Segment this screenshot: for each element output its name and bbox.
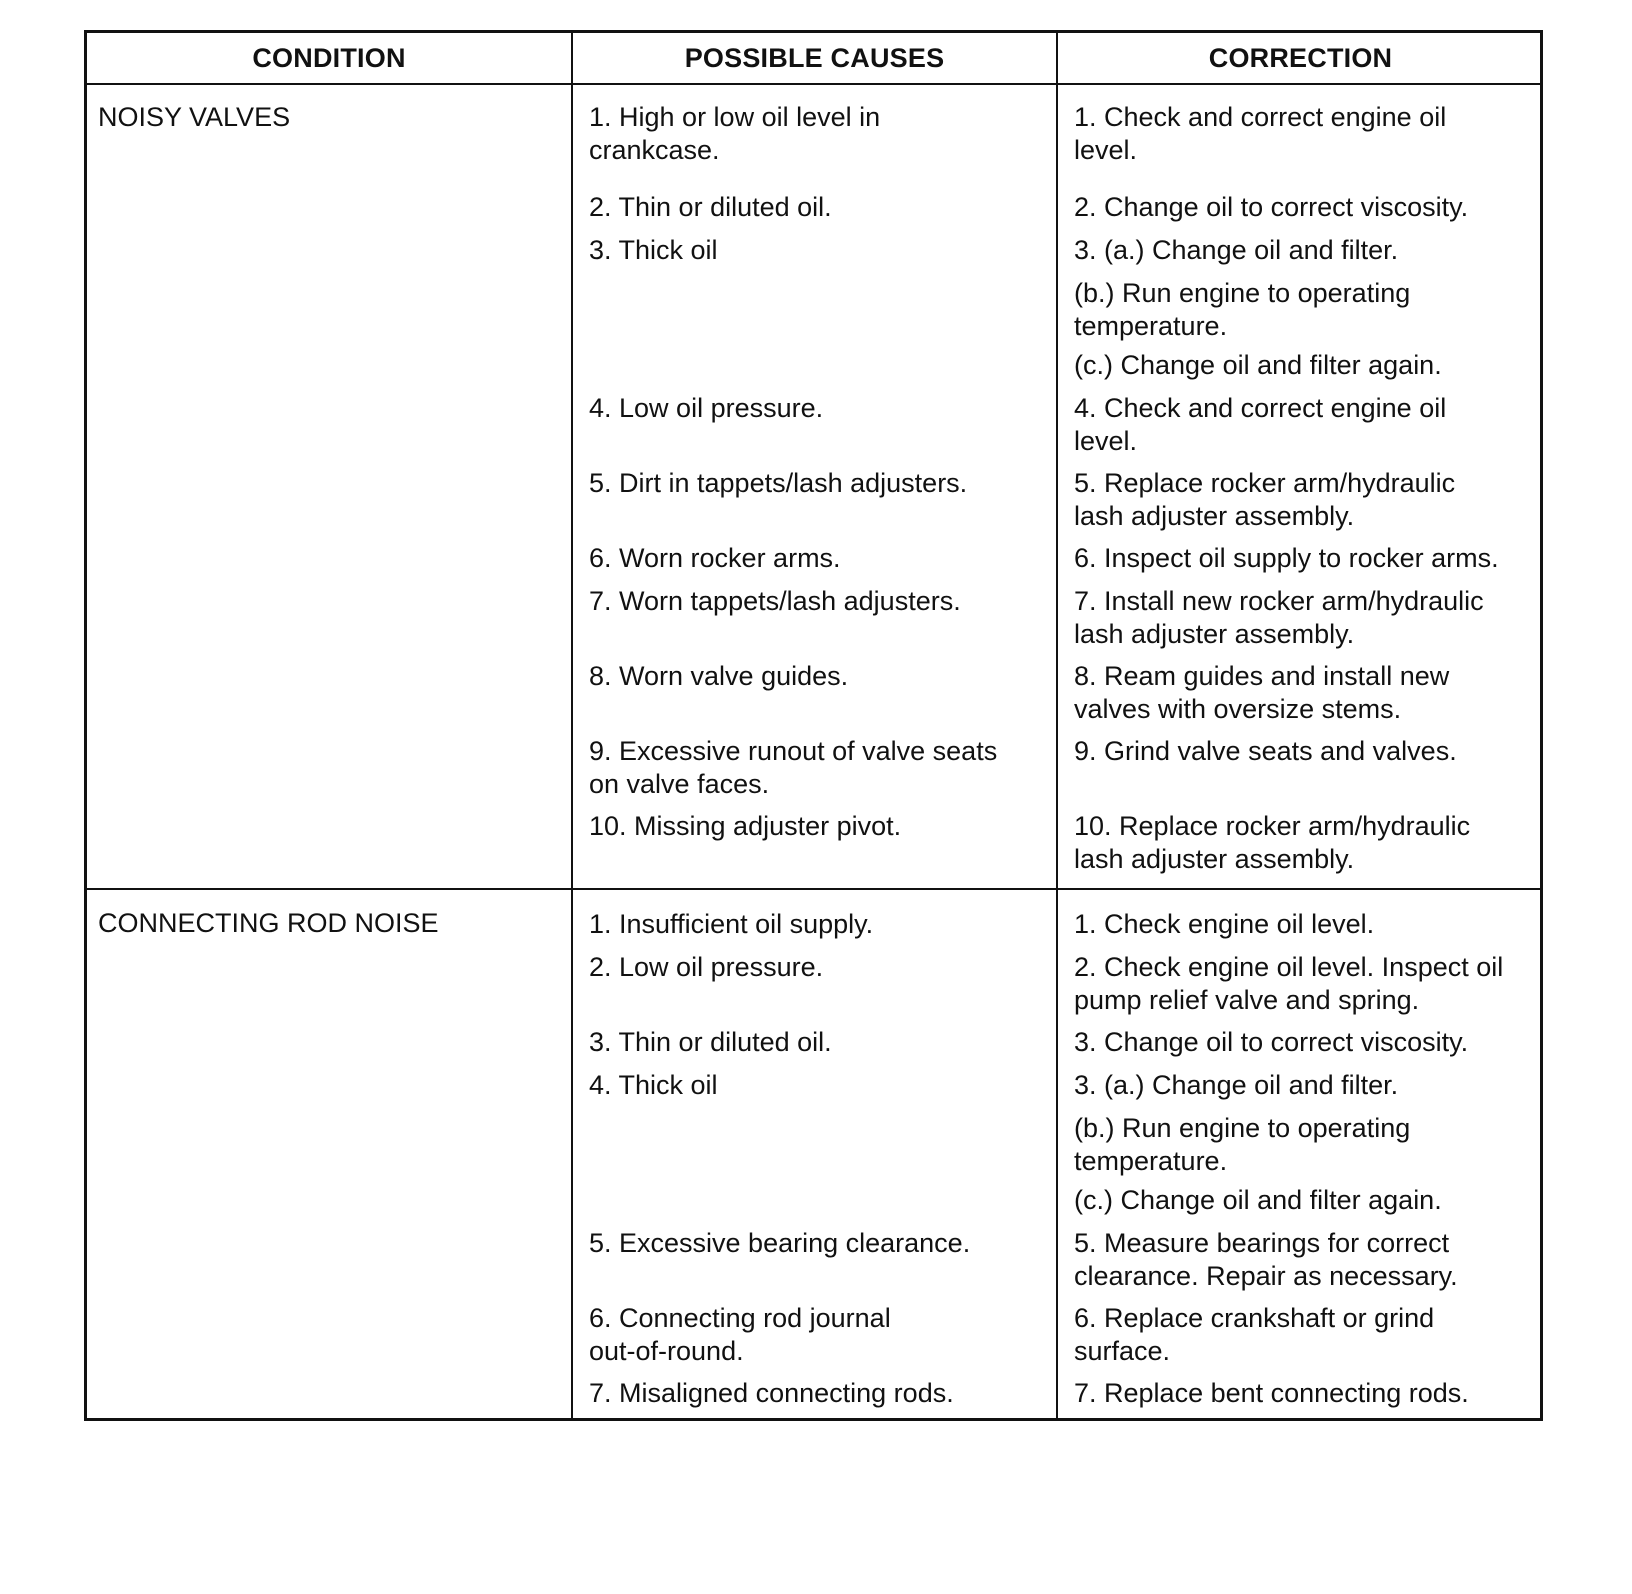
condition-noisy-valves: NOISY VALVES: [98, 102, 291, 132]
correction-item: 5. Replace rocker arm/hydraulic lash adjuster assembly.: [1074, 468, 1456, 531]
correction-item: 2. Check engine oil level. Inspect oil pump relief valve and spring.: [1074, 952, 1504, 1015]
cause-item: 5. Excessive bearing clearance.: [589, 1228, 971, 1258]
header-condition: CONDITION: [252, 42, 406, 73]
correction-item: 6. Replace crankshaft or grind surface.: [1074, 1303, 1435, 1366]
correction-item: (c.) Change oil and filter again.: [1074, 350, 1442, 380]
cause-item: 3. Thin or diluted oil.: [589, 1027, 832, 1057]
cause-item: 1. High or low oil level in crankcase.: [589, 102, 881, 165]
correction-item: 4. Check and correct engine oil level.: [1074, 393, 1447, 456]
correction-item: 10. Replace rocker arm/hydraulic lash adjuster assembly.: [1074, 811, 1471, 874]
correction-item: 3. (a.) Change oil and filter.: [1074, 235, 1399, 265]
troubleshooting-table: [84, 30, 1543, 1421]
cause-item: 4. Thick oil: [589, 1070, 718, 1100]
column-divider-2: [1056, 33, 1058, 1418]
column-divider-1: [571, 33, 573, 1418]
cause-item: 6. Connecting rod journal out-of-round.: [589, 1303, 891, 1366]
correction-item: 3. Change oil to correct viscosity.: [1074, 1027, 1469, 1057]
cause-item: 9. Excessive runout of valve seats on valve faces.: [589, 736, 998, 799]
section-divider: [87, 888, 1540, 890]
correction-item: 7. Install new rocker arm/hydraulic lash adjuster assembly.: [1074, 586, 1484, 649]
cause-item: 1. Insufficient oil supply.: [589, 909, 874, 939]
condition-connecting-rod-noise: CONNECTING ROD NOISE: [98, 908, 439, 938]
header-correction: CORRECTION: [1208, 42, 1393, 73]
cause-item: 7. Worn tappets/lash adjusters.: [589, 586, 961, 616]
cause-item: 2. Low oil pressure.: [589, 952, 824, 982]
correction-item: 1. Check and correct engine oil level.: [1074, 102, 1447, 165]
cause-item: 6. Worn rocker arms.: [589, 543, 841, 573]
correction-item: (c.) Change oil and filter again.: [1074, 1185, 1442, 1215]
correction-item: 3. (a.) Change oil and filter.: [1074, 1070, 1399, 1100]
header-possible-causes: POSSIBLE CAUSES: [684, 42, 945, 73]
cause-item: 10. Missing adjuster pivot.: [589, 811, 902, 841]
cause-item: 8. Worn valve guides.: [589, 661, 849, 691]
cause-item: 3. Thick oil: [589, 235, 718, 265]
correction-item: 8. Ream guides and install new valves with oversize stems.: [1074, 661, 1450, 724]
cause-item: 7. Misaligned connecting rods.: [589, 1378, 954, 1408]
header-divider: [87, 83, 1540, 85]
correction-item: 1. Check engine oil level.: [1074, 909, 1375, 939]
correction-item: (b.) Run engine to operating temperature.: [1074, 1113, 1411, 1176]
correction-item: 7. Replace bent connecting rods.: [1074, 1378, 1469, 1408]
correction-item: (b.) Run engine to operating temperature.: [1074, 278, 1411, 341]
correction-item: 6. Inspect oil supply to rocker arms.: [1074, 543, 1499, 573]
cause-item: 5. Dirt in tappets/lash adjusters.: [589, 468, 968, 498]
cause-item: 4. Low oil pressure.: [589, 393, 824, 423]
correction-item: 2. Change oil to correct viscosity.: [1074, 192, 1469, 222]
cause-item: 2. Thin or diluted oil.: [589, 192, 832, 222]
correction-item: 5. Measure bearings for correct clearance. Repair as necessary.: [1074, 1228, 1458, 1291]
correction-item: 9. Grind valve seats and valves.: [1074, 736, 1457, 766]
